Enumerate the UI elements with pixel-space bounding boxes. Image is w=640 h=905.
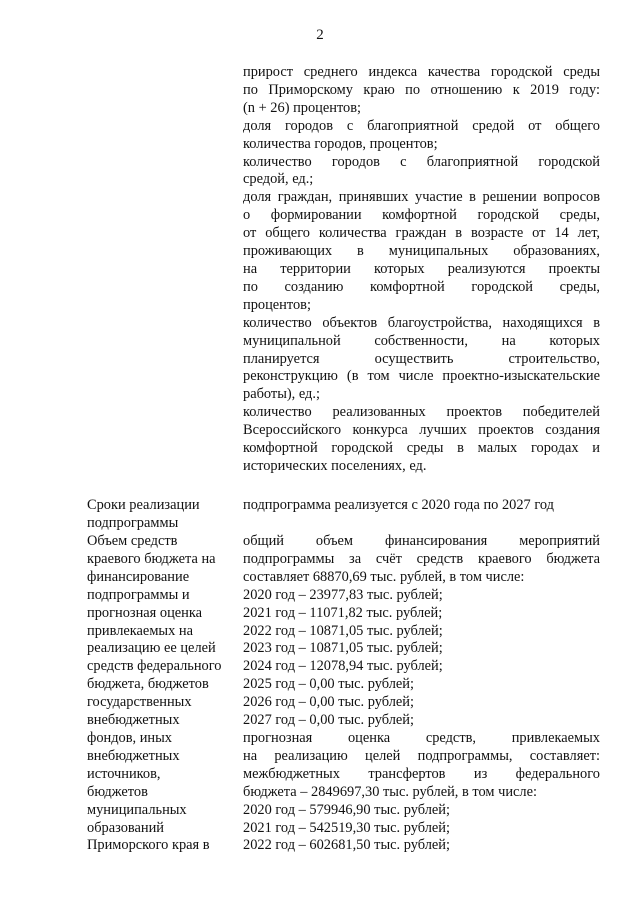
goal-indicator-line: исторических поселениях, ед. [243, 457, 427, 474]
finance-value-line: прогнозная оценка средств, привлекаемых [243, 729, 600, 746]
finance-value-line: 2021 год – 542519,30 тыс. рублей; [243, 819, 450, 836]
finance-label [87, 533, 237, 855]
goal-indicator-line: от общего количества граждан в возрасте от 14 лет, [243, 225, 600, 242]
finance-value-line: 2023 год – 10871,05 тыс. рублей; [243, 640, 443, 657]
goal-indicator-line: Всероссийского конкурса лучших проектов создания [243, 422, 600, 439]
finance-label-line: внебюджетных [87, 712, 180, 729]
goal-indicator-line: планируется осуществить строительство, [243, 350, 600, 367]
finance-label-line: источников, [87, 765, 161, 782]
goal-indicator-line: доля граждан, принявших участие в решении вопросов [243, 189, 600, 206]
finance-value-line: 2026 год – 0,00 тыс. рублей; [243, 694, 414, 711]
goal-indicator-line: по Приморскому краю по отношению к 2019 году: [243, 81, 600, 98]
goal-indicator-line: средой, ед.; [243, 171, 314, 188]
period-label-line: подпрограммы [87, 514, 179, 531]
finance-value-line: 2022 год – 10871,05 тыс. рублей; [243, 622, 443, 639]
finance-label-line: образований [87, 819, 164, 836]
goal-indicator-line: на территории которых реализуются проекты [243, 260, 600, 277]
goal-indicator-line: количества городов, процентов; [243, 135, 438, 152]
finance-label-line: Приморского края в [87, 837, 210, 854]
period-value-line: подпрограмма реализуется с 2020 года по 2027 год [243, 497, 554, 513]
goal-indicator-line: по созданию комфортной городской среды, [243, 278, 600, 295]
finance-value-text [243, 533, 600, 855]
goal-indicator-line: реконструкцию (в том числе проектно-изыскательские [243, 368, 600, 385]
goal-indicator-line: работы), ед.; [243, 386, 320, 403]
finance-label-line: краевого бюджета на [87, 550, 216, 567]
finance-label-line: привлекаемых на [87, 622, 193, 639]
finance-label-line: бюджетов [87, 783, 148, 800]
page-number: 2 [316, 27, 324, 43]
goal-indicator-line: процентов; [243, 296, 311, 313]
finance-value-line: на реализацию целей подпрограммы, составляет: [243, 747, 600, 764]
goal-indicator-line: количество реализованных проектов победителей [243, 404, 600, 421]
finance-label-line: подпрограммы и [87, 586, 190, 603]
finance-label-line: прогнозная оценка [87, 604, 203, 621]
finance-label-line: реализацию ее целей [87, 640, 216, 657]
period-label-line: Сроки реализации [87, 497, 200, 513]
finance-label-line: внебюджетных [87, 747, 180, 764]
goal-indicator-line: доля городов с благоприятной средой от общего [243, 117, 600, 134]
goal-indicator-line: количество городов с благоприятной городской [243, 153, 600, 170]
finance-label-line: Объем средств [87, 533, 178, 549]
finance-value-line: бюджета – 2849697,30 тыс. рублей, в том числе: [243, 783, 537, 800]
goal-indicator-line: (n + 26) процентов; [243, 99, 362, 116]
goal-indicator-line: комфортной городской среды в малых городах и [243, 440, 600, 457]
finance-label-line: финансирование [87, 568, 190, 585]
finance-value-line: 2020 год – 579946,90 тыс. рублей; [243, 801, 450, 818]
finance-value-line: межбюджетных трансфертов из федерального [243, 765, 600, 782]
finance-value-line: 2022 год – 602681,50 тыс. рублей; [243, 837, 450, 854]
finance-label-line: бюджета, бюджетов [87, 676, 209, 693]
finance-value-line: 2027 год – 0,00 тыс. рублей; [243, 712, 414, 729]
goals-indicators-text [243, 64, 600, 476]
finance-label-line: государственных [87, 694, 192, 711]
finance-value-line: составляет 68870,69 тыс. рублей, в том числе: [243, 568, 525, 585]
period-label [87, 497, 237, 533]
goal-indicator-line: муниципальной собственности, на которых [243, 332, 600, 349]
goal-indicator-line: прирост среднего индекса качества городской среды [243, 64, 600, 80]
finance-value-line: подпрограммы за счёт средств краевого бюджета [243, 550, 600, 567]
goal-indicator-line: о формировании комфортной городской среды, [243, 207, 600, 224]
goal-indicator-line: количество объектов благоустройства, находящихся в [243, 314, 600, 331]
finance-label-line: муниципальных [87, 801, 187, 818]
goal-indicator-line: проживающих в муниципальных образованиях, [243, 243, 600, 260]
finance-label-line: средств федерального [87, 658, 222, 675]
finance-value-line: 2020 год – 23977,83 тыс. рублей; [243, 586, 443, 603]
finance-value-line: 2024 год – 12078,94 тыс. рублей; [243, 658, 443, 675]
finance-value-line: 2021 год – 11071,82 тыс. рублей; [243, 604, 443, 621]
finance-value-line: 2025 год – 0,00 тыс. рублей; [243, 676, 414, 693]
finance-label-line: фондов, иных [87, 729, 172, 746]
period-value [243, 497, 600, 515]
finance-value-line: общий объем финансирования мероприятий [243, 533, 600, 549]
